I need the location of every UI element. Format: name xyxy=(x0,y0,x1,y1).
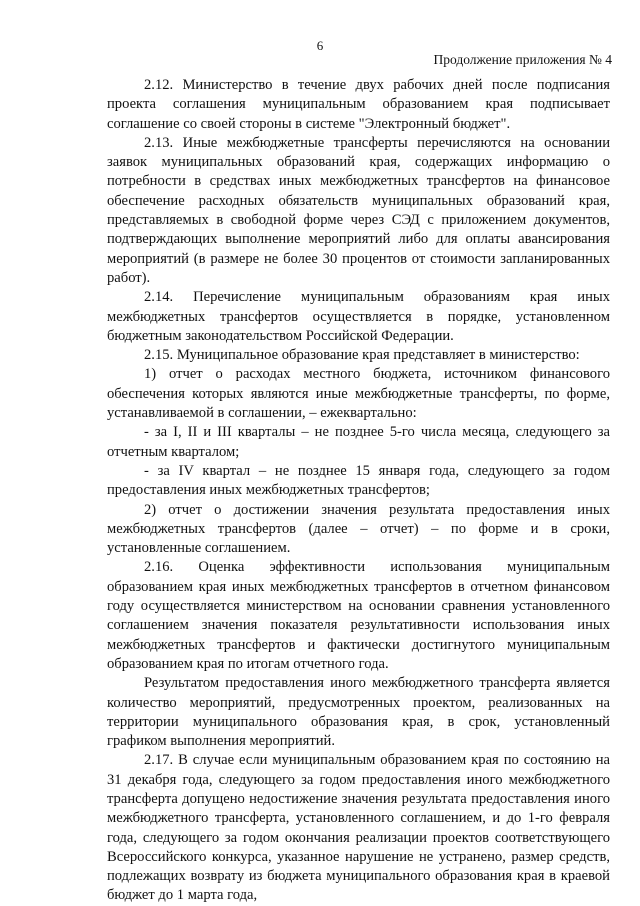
paragraph-2-15-item-2: 2) отчет о достижении значения результата предоставления иных межбюджетных трансфертов (далее – отчет) – по форме и в сроки, установленные соглашением. xyxy=(107,501,610,557)
document-body xyxy=(107,76,610,906)
paragraph-2-15-item-1: 1) отчет о расходах местного бюджета, источником финансового обеспечения которых являются иные межбюджетные трансферты, по форме, устанавливаемой в соглашении, – ежеквартально: xyxy=(107,366,610,422)
appendix-continuation-note: Продолжение приложения № 4 xyxy=(433,52,612,67)
paragraph-2-15: 2.15. Муниципальное образование края представляет в министерство: xyxy=(144,347,580,364)
paragraph-2-16: 2.16. Оценка эффективности использования муниципальным образованием края иных межбюджетных трансфертов в отчетном финансовом году осуществляется министерством на основании сравнения установленного соглашением значения показателя результативности использования иных межбюджетных трансфертов и фактически достигнутого муниципальным образованием края по итогам отчетного года. xyxy=(107,559,610,672)
paragraph-2-12: 2.12. Министерство в течение двух рабочих дней после подписания проекта соглашения муниципальным образованием края подписывает соглашение со своей стороны в системе "Электронный бюджет". xyxy=(107,77,610,132)
paragraph-2-13: 2.13. Иные межбюджетные трансферты перечисляются на основании заявок муниципальных образований края, содержащих информацию о потребности в средствах иных межбюджетных трансфертов на финансовое обеспечение расходных обязательств муниципальных образований края, представляемых в свободной форме через СЭД с приложением документов, подтверждающих выполнение мероприятий либо для оплаты авансирования мероприятий (в размере не более 30 процентов от стоимости запланированных работ). xyxy=(107,134,610,286)
paragraph-2-14: 2.14. Перечисление муниципальным образованиям края иных межбюджетных трансфертов осуществляется в порядке, установленном бюджетным законодательством Российской Федерации. xyxy=(107,289,610,344)
paragraph-2-15-quarter-4: - за IV квартал – не позднее 15 января года, следующего за годом предоставления иных межбюджетных трансфертов; xyxy=(107,462,610,499)
paragraph-2-15-quarters-1-3: - за I, II и III кварталы – не позднее 5-го числа месяца, следующего за отчетным кварталом; xyxy=(107,424,610,460)
paragraph-2-17: 2.17. В случае если муниципальным образованием края по состоянию на 31 декабря года, следующего за годом предоставления иного межбюджетного трансферта допущено недостижение значения результата предоставления иного межбюджетного трансферта, установленного соглашением, и до 1-го февраля года, следующего за годом окончания реализации проектов соответствующего Всероссийского конкурса, указанное нарушение не устранено, размер средств, подлежащих возврату из бюджета муниципального образования края в краевой бюджет до 1 марта года, xyxy=(107,752,610,904)
paragraph-2-16-result: Результатом предоставления иного межбюджетного трансферта является количество мероприятий, предусмотренных проектом, реализованных на территории муниципального образования края, в срок, установленный графиком выполнения мероприятий. xyxy=(107,675,610,750)
page-number: 6 xyxy=(316,38,324,53)
